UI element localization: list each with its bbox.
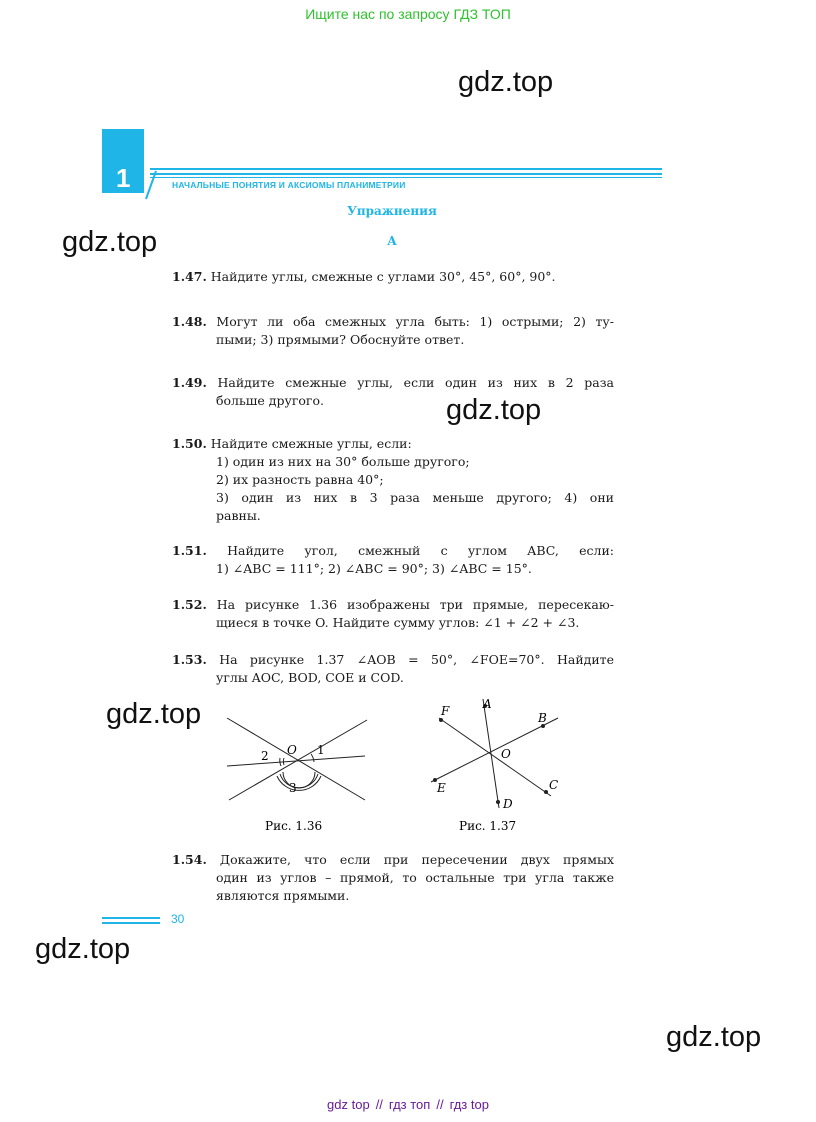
angle-1-arc: [311, 754, 314, 762]
label-D: D: [503, 797, 513, 811]
watermark: gdz.top: [35, 933, 131, 965]
exercise-item: 3) один из них в 3 раза меньше другого; 4) они: [216, 490, 614, 505]
exercise-number: 1.52.: [172, 597, 207, 612]
exercise-text: Найдите угол, смежный с углом ABC, если:: [227, 543, 615, 558]
label-E: E: [437, 781, 446, 795]
exercise-1-47: [172, 268, 614, 286]
exercise-text: один из углов – прямой, то остальные три угла также: [216, 870, 614, 885]
label-F: F: [441, 704, 450, 718]
chapter-number: 1: [116, 163, 131, 193]
chapter-rule: [150, 173, 662, 175]
chapter-rule: [150, 177, 662, 178]
exercise-1-51: [172, 542, 614, 578]
exercise-text: Докажите, что если при пересечении двух прямых: [219, 852, 614, 867]
watermark: gdz.top: [666, 1021, 762, 1053]
watermark: gdz.top: [458, 66, 554, 98]
figure-1-36: [225, 712, 375, 837]
label-O: O: [501, 747, 511, 761]
exercise-1-50-items: [216, 453, 614, 525]
exercise-1-50: [172, 435, 614, 453]
label-A: A: [483, 697, 492, 711]
exercise-text: больше другого.: [216, 393, 324, 408]
exercise-1-49: [172, 374, 614, 410]
exercise-text: Могут ли оба смежных угла быть: 1) острыми; 2) ту-: [216, 314, 614, 329]
exercise-number: 1.50.: [172, 436, 207, 451]
exercise-number: 1.51.: [172, 543, 207, 558]
footer-rule: [102, 917, 160, 919]
exercise-text: Найдите смежные углы, если один из них в 2 раза: [217, 375, 614, 390]
exercise-text: На рисунке 1.36 изображены три прямые, пересекаю-: [216, 597, 614, 612]
label-C: C: [549, 778, 559, 792]
exercise-text: щиеся в точке O. Найдите сумму углов: ∠1 + ∠2 + ∠3.: [216, 615, 580, 630]
chapter-rule: [150, 168, 662, 170]
exercise-item: 2) их разность равна 40°;: [216, 472, 384, 487]
label-2: 2: [261, 749, 269, 763]
exercise-1-52: [172, 596, 614, 632]
exercise-text: На рисунке 1.37 ∠AOB = 50°, ∠FOE=70°. Найдите: [219, 652, 614, 667]
line-EB: [431, 718, 558, 782]
exercise-text: 1) ∠ABC = 111°; 2) ∠ABC = 90°; 3) ∠ABC = 15°.: [216, 561, 532, 576]
footer-links: [0, 1097, 816, 1112]
footer-link-gdz-top-mixed[interactable]: гдз top: [449, 1097, 489, 1112]
top-banner[interactable]: Ищите нас по запросу ГДЗ ТОП: [305, 6, 511, 22]
exercise-number: 1.53.: [172, 652, 207, 667]
point-D: [496, 800, 500, 804]
watermark: gdz.top: [62, 226, 158, 258]
figure-caption: Рис. 1.37: [459, 819, 517, 833]
point-C: [544, 790, 548, 794]
line-c: [227, 756, 365, 766]
exercise-1-53: [172, 651, 614, 687]
exercise-text: Найдите углы, смежные с углами 30°, 45°, 60°, 90°.: [210, 269, 556, 284]
label-3: 3: [289, 781, 297, 795]
exercise-text: углы AOC, BOD, COE и COD.: [216, 670, 404, 685]
exercise-number: 1.48.: [172, 314, 207, 329]
exercise-1-48: [172, 313, 614, 349]
figure-1-37: [425, 696, 575, 836]
label-B: B: [538, 711, 547, 725]
exercise-text: Найдите смежные углы, если:: [210, 436, 412, 451]
line-AD: [483, 699, 499, 808]
angle-3-arc: [283, 772, 315, 788]
footer-separator: //: [375, 1097, 383, 1112]
exercise-number: 1.54.: [172, 852, 207, 867]
watermark: gdz.top: [446, 394, 542, 426]
footer-link-gdz-top-ru[interactable]: гдз топ: [388, 1097, 431, 1112]
page-number: 30: [171, 912, 185, 926]
chapter-title: НАЧАЛЬНЫЕ ПОНЯТИЯ И АКСИОМЫ ПЛАНИМЕТРИИ: [172, 180, 406, 190]
exercise-text: пыми; 3) прямыми? Обоснуйте ответ.: [216, 332, 465, 347]
exercise-text: являются прямыми.: [216, 888, 350, 903]
exercise-item: равны.: [216, 508, 261, 523]
footer-link-gdz-top[interactable]: gdz top: [327, 1097, 370, 1112]
exercise-item: 1) один из них на 30° больше другого;: [216, 454, 470, 469]
exercise-1-54: [172, 851, 614, 905]
footer-rule: [102, 922, 160, 924]
watermark: gdz.top: [106, 698, 202, 730]
label-O: O: [287, 743, 297, 757]
section-heading: Упражнения: [347, 204, 437, 218]
figure-caption: Рис. 1.36: [265, 819, 323, 833]
exercise-number: 1.49.: [172, 375, 207, 390]
point-F: [439, 718, 443, 722]
section-level: А: [387, 234, 397, 248]
exercise-number: 1.47.: [172, 269, 207, 284]
label-1: 1: [317, 743, 325, 757]
footer-separator: //: [436, 1097, 444, 1112]
